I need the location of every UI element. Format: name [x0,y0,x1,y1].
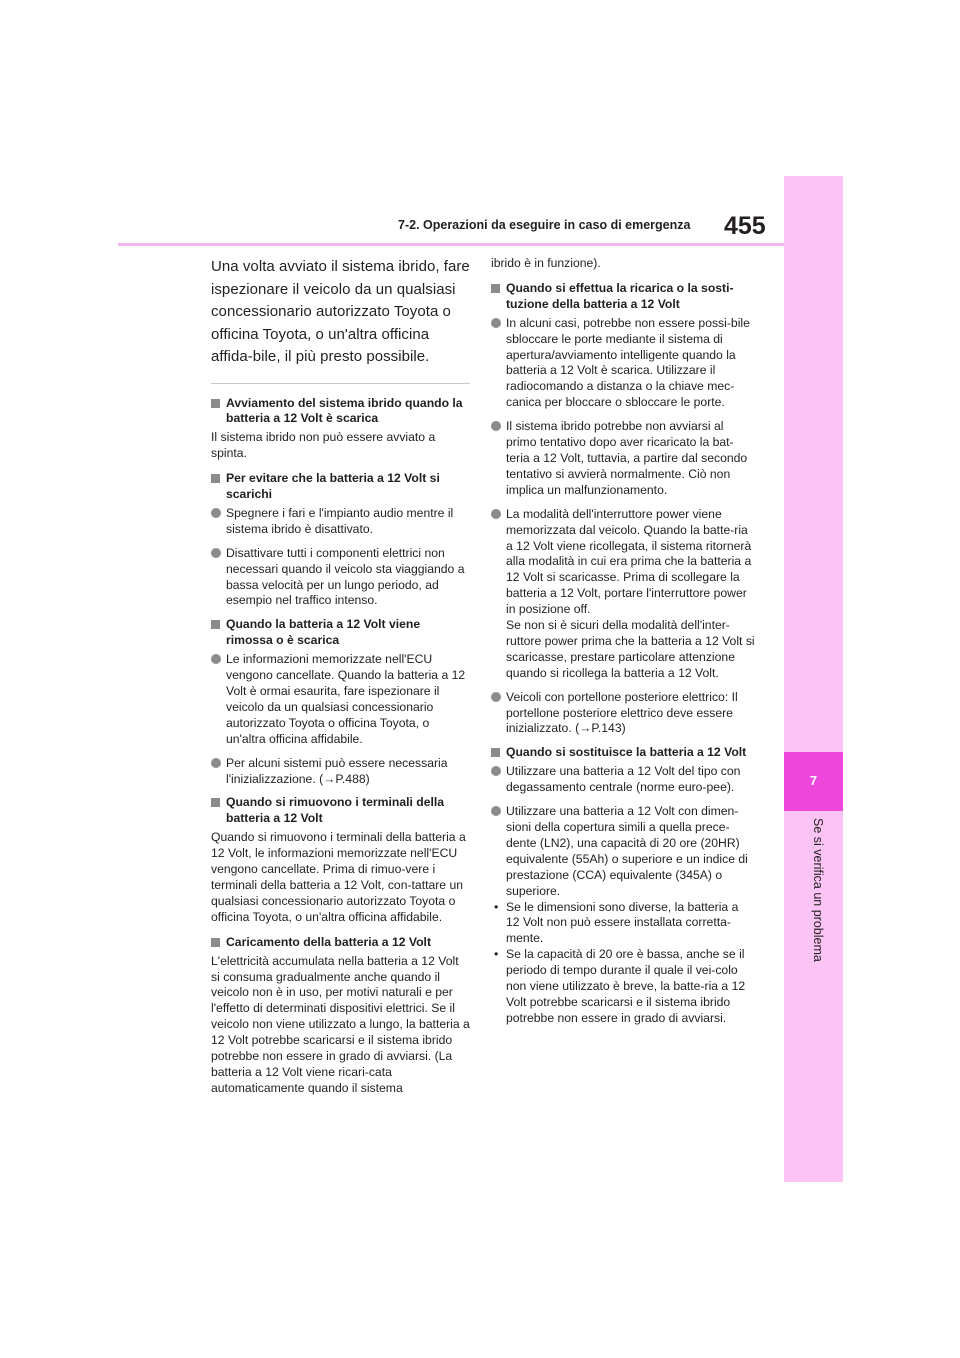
continuation-text: ibrido è in funzione). [491,256,601,270]
section-title: Quando la batteria a 12 Volt viene rimossa o è scarica [211,617,470,649]
bullet-dot-icon [491,318,501,328]
section-title: Quando si rimuovono i terminali della batteria a 12 Volt [211,795,470,827]
section-body: Quando si rimuovono i terminali della batteria a 12 Volt, le informazioni memorizzate nell'ECU vengono cancellate. Prima di rimuo-vere i terminali della batteria a 12 Volt, con-tattare un qualsiasi concessionario autorizzato Toyota o officina Toyota, o un'altra officina affidabile. [211,830,466,924]
bullet-text: Disattivare tutti i componenti elettrici non necessari quando il veicolo sta viaggiando a bassa velocità per un lungo periodo, ad esempio nel traffico intenso. [226,545,465,608]
bullet-text: La modalità dell'interruttore power viene memorizzata dal veicolo. Quando la batte-ria a 12 Volt viene ricollegata, il sistema ritornerà alla modalità in cui era prima che la batteria a 12 Volt si scaricasse. Prima di scollegare la batteria a 12 Volt, portare l'interruttore power in posizione off. [506,506,752,617]
bullet-dot-icon [491,421,501,431]
chapter-title-vertical: Se si verifica un problema [811,818,825,962]
sub-list-text: Se le dimensioni sono diverse, la batteria a 12 Volt non può essere installata corretta-mente. [506,899,739,946]
bullet-text: Per alcuni sistemi può essere necessaria l'inizializzazione. (→P.488) [226,755,448,786]
right-column [491,256,755,1027]
section-title: Quando si sostituisce la batteria a 12 Volt [491,745,755,761]
bullet-item [491,764,755,796]
bullet-dot-icon [211,654,221,664]
bullet-dot-icon [211,508,221,518]
header-divider [118,243,842,246]
bullet-text: Utilizzare una batteria a 12 Volt del tipo con degassamento centrale (norme euro-pee). [506,764,741,795]
bullet-dot-icon [211,758,221,768]
bullet-text: Utilizzare una batteria a 12 Volt con dimen-sioni della copertura simili a quella prece-dente (LN2), una capacità di 20 ore (20HR) equivalente (55Ah) o superiore e un indice di prestazione (CCA) equivalente (345A) o superiore. [506,804,748,898]
chapter-number-badge: 7 [784,752,843,811]
intro-divider [211,383,470,384]
bullet-item [211,652,470,747]
left-column [211,256,470,1106]
bullet-item [491,316,755,411]
bullet-dot-icon [491,692,501,702]
intro-paragraph: Una volta avviato il sistema ibrido, fare ispezionare il veicolo da un qualsiasi concessionario autorizzato Toyota o officina Toyota, o un'altra officina affida-bile, il più presto possibile. [211,258,470,365]
sub-list-item [491,900,755,948]
bullet-dot-icon [491,509,501,519]
header-section-title: 7-2. Operazioni da eseguire in caso di emergenza [398,218,691,232]
section-title: Per evitare che la batteria a 12 Volt si scarichi [211,471,470,503]
page-number: 455 [724,212,766,240]
sub-bullet-marker: • [494,947,499,962]
bullet-dot-icon [211,548,221,558]
bullet-item [211,546,470,610]
bullet-text: Il sistema ibrido potrebbe non avviarsi al primo tentativo dopo aver ricaricato la bat-teria a 12 Volt, tuttavia, a partire dal secondo tentativo si avvierà normalmente. Ciò non implica un malfunzionamento. [506,419,748,497]
bullet-item [491,690,755,738]
sub-bullet-marker: • [494,899,499,914]
sub-list-item [491,947,755,1027]
bullet-item [211,756,470,788]
bullet-dot-icon [491,806,501,816]
section-body: L'elettricità accumulata nella batteria a 12 Volt si consuma gradualmente anche quando il veicolo non è in uso, per motivi naturali e per l'effetto di determinati dispositivi elettrici. Se il veicolo non viene utilizzato a lungo, la batteria a 12 Volt potrebbe scaricarsi e il sistema ibrido potrebbe non essere in grado di avviarsi. (La batteria a 12 Volt viene ricari-cata automaticamente quando il sistema [211,953,470,1095]
bullet-text: Le informazioni memorizzate nell'ECU vengono cancellate. Quando la batteria a 12 Volt è ormai esaurita, fare ispezionare il veicolo da un qualsiasi concessionario autorizzato Toyota o officina Toyota, o un'altra officina affidabile. [226,652,466,746]
section-title: Avviamento del sistema ibrido quando la batteria a 12 Volt è scarica [211,396,470,428]
section-body: Il sistema ibrido non può essere avviato a spinta. [211,430,436,461]
chapter-side-tab [784,176,843,1182]
bullet-text-continued: Se non si è sicuri della modalità dell'inter-ruttore power prima che la batteria a 12 Volt si scaricasse, prestare particolare attenzione quando si ricollega la batteria a 12 Volt. [506,618,755,680]
section-title: Caricamento della batteria a 12 Volt [211,935,470,951]
bullet-text: Spegnere i fari e l'impianto audio mentre il sistema ibrido è disattivato. [226,505,454,536]
sub-list-text: Se la capacità di 20 ore è bassa, anche se il periodo di tempo durante il quale il vei-colo non viene utilizzato è breve, la batte-ria a 12 Volt potrebbe scaricarsi e il sistema ibrido potrebbe non essere in grado di avviarsi. [506,947,746,1025]
bullet-item [491,419,755,499]
bullet-dot-icon [491,766,501,776]
bullet-item [211,506,470,538]
bullet-text: In alcuni casi, potrebbe non essere possi-bile sbloccare le porte mediante il sistema di apertura/avviamento intelligente quando la batteria a 12 Volt è scarica. Utilizzare il radiocomando a distanza o la chiave mec-canica per bloccare o sbloccare le porte. [506,315,750,410]
bullet-text: Veicoli con portellone posteriore elettrico: Il portellone posteriore elettrico deve essere inizializzato. (→P.143) [506,689,738,736]
bullet-item [491,804,755,899]
bullet-item [491,507,755,682]
section-title: Quando si effettua la ricarica o la sosti-tuzione della batteria a 12 Volt [491,281,755,313]
